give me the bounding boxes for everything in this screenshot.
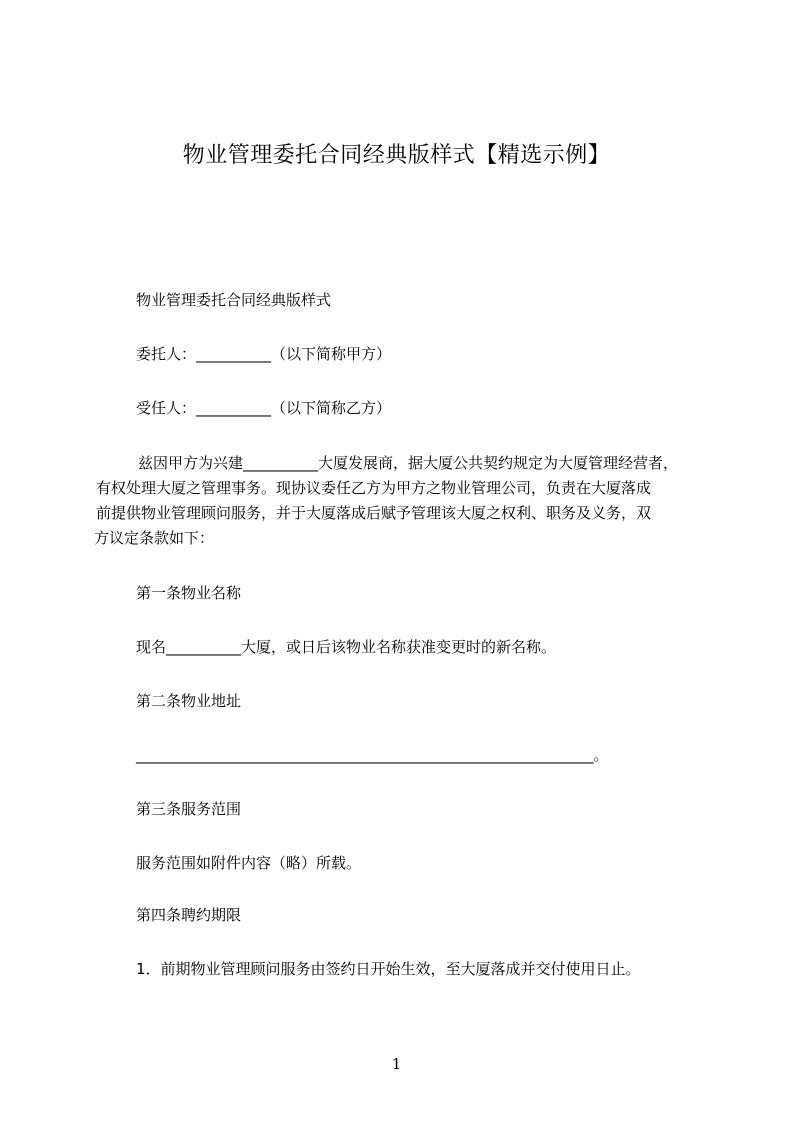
client-line: 委托人：__________（以下简称甲方） [136,345,392,363]
article-4-item-1: 1．前期物业管理顾问服务由签约日开始生效，至大厦落成并交付使用日止。 [136,960,641,978]
article-1-text: 现名__________大厦，或日后该物业名称获准变更时的新名称。 [136,638,557,656]
article-1-heading: 第一条物业名称 [136,584,242,602]
article-3-text: 服务范围如附件内容（略）所载。 [136,854,362,872]
preamble-line: 有权处理大厦之管理事务。现协议委任乙方为甲方之物业管理公司，负责在大厦落成 [96,479,652,497]
agent-line: 受任人：__________（以下简称乙方） [136,399,392,417]
preamble-line: 前提供物业管理顾问服务，并于大厦落成后赋予管理该大厦之权利、职务及义务，双 [96,504,652,522]
article-3-heading: 第三条服务范围 [136,800,242,818]
article-4-heading: 第四条聘约期限 [136,906,242,924]
article-2-text: _____________________________________________________________。 [136,746,609,764]
preamble-line: 方议定条款如下： [94,529,215,547]
page-number: 1 [391,1055,402,1073]
document-title: 物业管理委托合同经典版样式【精选示例】 [182,143,611,168]
contract-subtitle: 物业管理委托合同经典版样式 [136,291,332,309]
article-2-heading: 第二条物业地址 [136,692,242,710]
preamble-line: 兹因甲方为兴建__________大厦发展商，据大厦公共契约规定为大厦管理经营者， [138,454,679,472]
preamble-paragraph [94,451,714,551]
